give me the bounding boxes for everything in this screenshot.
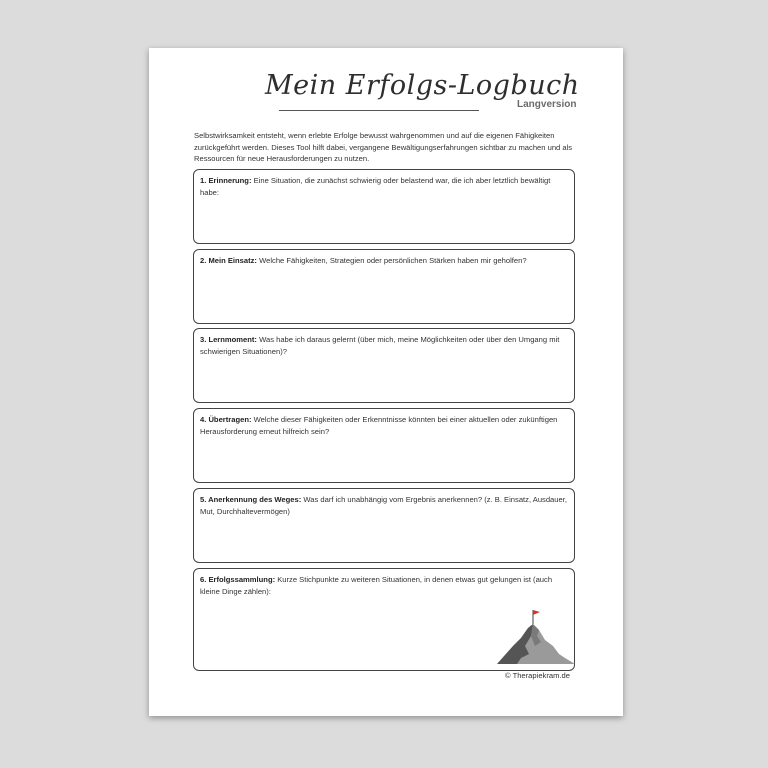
section-label: 6. Erfolgssammlung: bbox=[200, 575, 276, 584]
section-prompt: Eine Situation, die zunächst schwierig oder belastend war, die ich aber letztlich bewältigt habe: bbox=[200, 176, 551, 197]
mountain-summit-icon bbox=[495, 606, 577, 666]
copyright-note: © Therapiekram.de bbox=[505, 671, 570, 680]
section-prompt: Was habe ich daraus gelernt (über mich, meine Möglichkeiten oder über den Umgang mit schwierigen Situationen)? bbox=[200, 335, 560, 356]
title-underline bbox=[279, 110, 479, 111]
section-label: 1. Erinnerung: bbox=[200, 176, 252, 185]
section-box-anerkennung[interactable] bbox=[193, 488, 575, 563]
section-prompt: Welche Fähigkeiten, Strategien oder persönlichen Stärken haben mir geholfen? bbox=[259, 256, 527, 265]
section-label: 2. Mein Einsatz: bbox=[200, 256, 257, 265]
section-prompt: Welche dieser Fähigkeiten oder Erkenntnisse könnten bei einer aktuellen oder zukünftigen Herausforderung erneut hilfreich sein? bbox=[200, 415, 558, 436]
section-box-lernmoment[interactable] bbox=[193, 328, 575, 403]
section-box-uebertragen[interactable] bbox=[193, 408, 575, 483]
worksheet-page bbox=[149, 48, 623, 716]
section-box-erinnerung[interactable] bbox=[193, 169, 575, 244]
section-box-einsatz[interactable] bbox=[193, 249, 575, 324]
section-prompt: Was darf ich unabhängig vom Ergebnis anerkennen? (z. B. Einsatz, Ausdauer, Mut, Durchhaltevermögen) bbox=[200, 495, 567, 516]
page-title: Mein Erfolgs-Logbuch bbox=[265, 70, 580, 101]
summit-flag-icon bbox=[533, 610, 540, 615]
intro-text: Selbstwirksamkeit entsteht, wenn erlebte Erfolge bewusst wahrgenommen und auf die eigenen Fähigkeiten zurückgeführt werden. Dieses Tool hilft dabei, vergangene Bewältigungserfahrungen sichtbar zu machen und als Ressourcen für neue Herausforderungen zu nutzen. bbox=[194, 131, 573, 163]
version-label: Langversion bbox=[517, 99, 577, 110]
section-label: 5. Anerkennung des Weges: bbox=[200, 495, 302, 504]
section-label: 3. Lernmoment: bbox=[200, 335, 257, 344]
section-label: 4. Übertragen: bbox=[200, 415, 252, 424]
section-prompt: Kurze Stichpunkte zu weiteren Situationen, in denen etwas gut gelungen ist (auch kleine Dinge zählen): bbox=[200, 575, 553, 596]
